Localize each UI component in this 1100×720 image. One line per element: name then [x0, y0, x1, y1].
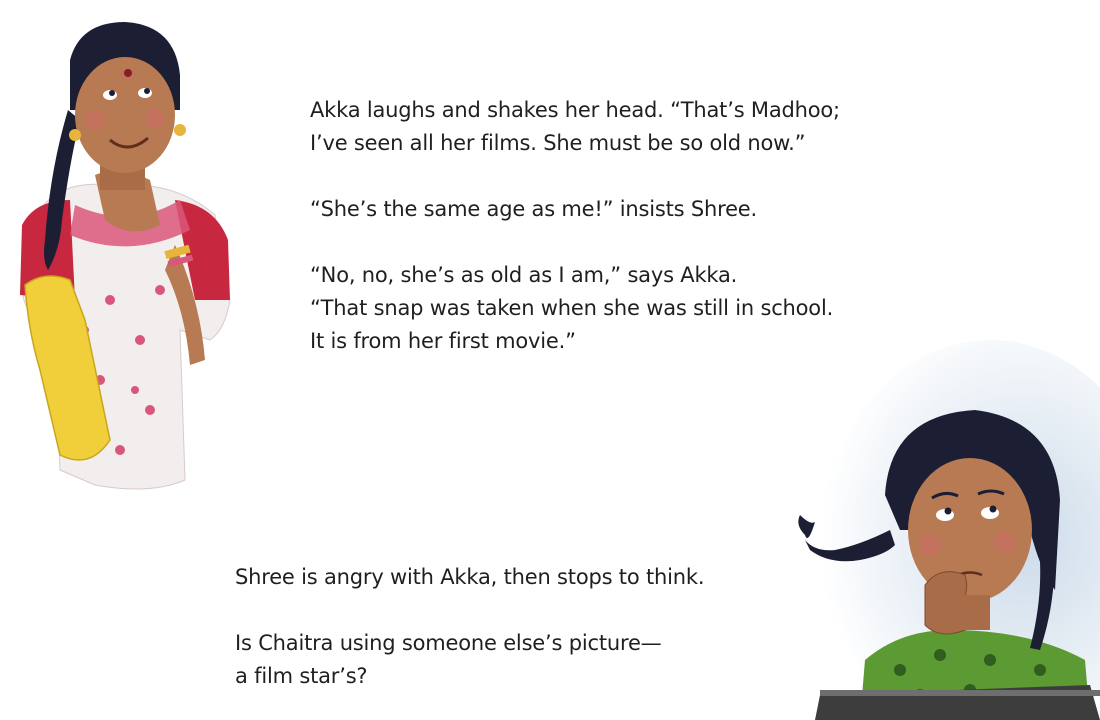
story-line: “She’s the same age as me!” insists Shree. — [310, 197, 757, 221]
akka-illustration — [0, 0, 260, 500]
story-line: Shree is angry with Akka, then stops to think. — [235, 565, 705, 589]
story-text-top — [310, 94, 840, 358]
story-line: It is from her first movie.” — [310, 329, 576, 353]
story-line: “That snap was taken when she was still in school. — [310, 296, 834, 320]
story-line: “No, no, she’s as old as I am,” says Akka. — [310, 263, 738, 287]
story-line: a film star’s? — [235, 664, 368, 688]
shree-illustration — [790, 330, 1100, 720]
story-line: Akka laughs and shakes her head. “That’s Madhoo; — [310, 98, 840, 122]
story-line: I’ve seen all her films. She must be so old now.” — [310, 131, 806, 155]
story-line: Is Chaitra using someone else’s picture— — [235, 631, 662, 655]
story-text-bottom — [235, 561, 704, 693]
